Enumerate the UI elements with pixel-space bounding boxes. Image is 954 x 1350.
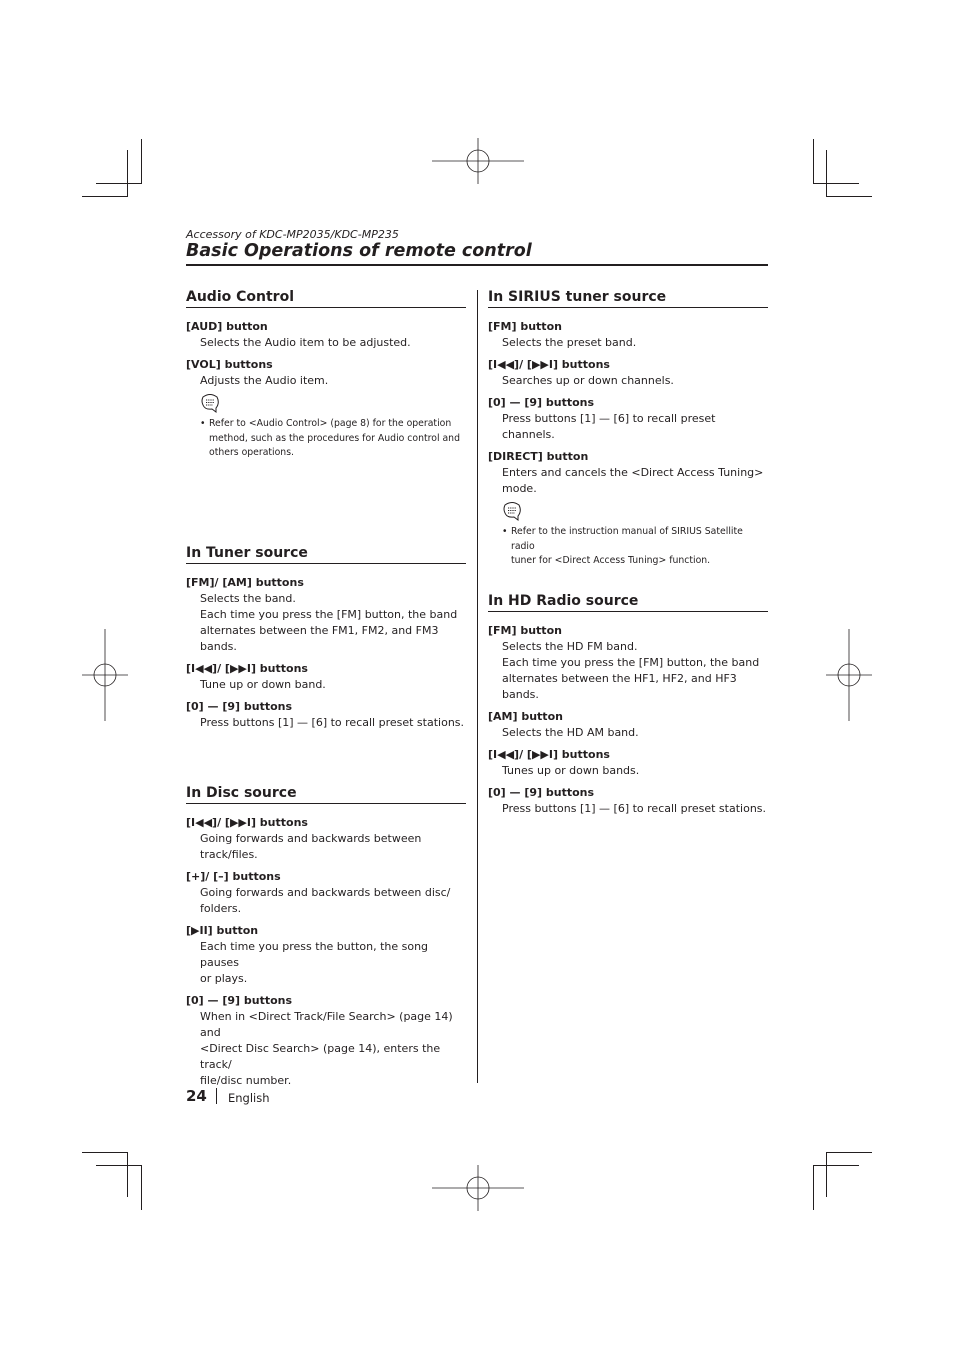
note-text: • Refer to <Audio Control> (page 8) for the operation method, such as the procedures for Audio control and others operations.	[200, 418, 460, 458]
list-item	[186, 923, 466, 987]
list-item	[186, 319, 466, 351]
button-description: When in <Direct Track/File Search> (page 14) and <Direct Disc Search> (page 14), enters the track/ file/disc number.	[200, 1010, 453, 1087]
button-label: [VOL] buttons	[186, 358, 273, 371]
section-title: In Disc source	[186, 784, 466, 804]
button-description: Enters and cancels the <Direct Access Tuning> mode.	[502, 466, 764, 495]
button-description: Searches up or down channels.	[502, 374, 674, 387]
section-hd-radio-source	[488, 592, 768, 823]
page-number: 24	[186, 1087, 207, 1105]
note-icon	[200, 393, 220, 413]
crop-mark-icon	[826, 1152, 872, 1153]
section-title: In Tuner source	[186, 544, 466, 564]
section-tuner-source	[186, 544, 466, 737]
crop-mark-icon	[141, 139, 142, 184]
list-item	[186, 869, 466, 917]
list-item	[488, 785, 768, 817]
button-label: [I◀◀]/ [▶▶I] buttons	[488, 748, 610, 761]
button-label: [0] — [9] buttons	[488, 396, 595, 409]
crop-mark-icon	[813, 1165, 859, 1166]
crop-mark-icon	[127, 1152, 128, 1197]
list-item	[488, 709, 768, 741]
crop-mark-icon	[82, 196, 128, 197]
footer-language: English	[228, 1091, 270, 1105]
button-label: [I◀◀]/ [▶▶I] buttons	[488, 358, 610, 371]
button-label: [▶II] button	[186, 924, 259, 937]
button-label: [0] — [9] buttons	[186, 994, 293, 1007]
button-description: Selects the band. Each time you press the [FM] button, the band alternates between the FM1, FM2, and FM3 bands.	[200, 592, 458, 653]
button-label: [+]/ [–] buttons	[186, 870, 281, 883]
button-description: Selects the Audio item to be adjusted.	[200, 336, 411, 349]
button-label: [FM]/ [AM] buttons	[186, 576, 304, 589]
header-rule	[186, 264, 768, 266]
page-title: Basic Operations of remote control	[186, 241, 532, 261]
list-item	[186, 575, 466, 655]
button-label: [I◀◀]/ [▶▶I] buttons	[186, 816, 308, 829]
button-description: Selects the preset band.	[502, 336, 637, 349]
registration-mark-icon	[432, 138, 524, 184]
button-description: Tune up or down band.	[200, 678, 326, 691]
crop-mark-icon	[813, 139, 814, 184]
section-disc-source	[186, 784, 466, 1095]
crop-mark-icon	[826, 150, 827, 197]
list-item	[186, 815, 466, 863]
registration-mark-icon	[82, 629, 128, 721]
button-description: Press buttons [1] — [6] to recall preset stations.	[502, 802, 767, 815]
accessory-subtitle: Accessory of KDC-MP2035/KDC-MP235	[186, 228, 399, 241]
footer-separator	[216, 1088, 217, 1104]
crop-mark-icon	[826, 196, 872, 197]
button-description: Press buttons [1] — [6] to recall preset channels.	[502, 412, 716, 441]
button-description: Press buttons [1] — [6] to recall preset stations.	[200, 716, 465, 729]
button-label: [FM] button	[488, 624, 562, 637]
button-description: Each time you press the button, the song pauses or plays.	[200, 940, 429, 985]
button-label: [0] — [9] buttons	[186, 700, 293, 713]
list-item	[488, 449, 768, 497]
button-label: [I◀◀]/ [▶▶I] buttons	[186, 662, 308, 675]
button-description: Tunes up or down bands.	[502, 764, 640, 777]
button-description: Adjusts the Audio item.	[200, 374, 329, 387]
section-title: In SIRIUS tuner source	[488, 288, 768, 308]
list-item	[488, 357, 768, 389]
list-item	[488, 395, 768, 443]
list-item	[186, 357, 466, 389]
button-description: Going forwards and backwards between track/files.	[200, 832, 422, 861]
button-label: [AUD] button	[186, 320, 268, 333]
section-sirius-source	[488, 288, 768, 569]
list-item	[186, 993, 466, 1089]
button-description: Selects the HD AM band.	[502, 726, 639, 739]
list-item	[488, 623, 768, 703]
button-label: [0] — [9] buttons	[488, 786, 595, 799]
crop-mark-icon	[813, 183, 859, 184]
list-item	[488, 747, 768, 779]
list-item	[186, 661, 466, 693]
button-label: [DIRECT] button	[488, 450, 589, 463]
section-title: In HD Radio source	[488, 592, 768, 612]
button-label: [FM] button	[488, 320, 562, 333]
note-icon	[502, 501, 522, 521]
button-description: Selects the HD FM band. Each time you press the [FM] button, the band alternates between the HF1, HF2, and HF3 bands.	[502, 640, 760, 701]
button-label: [AM] button	[488, 710, 563, 723]
registration-mark-icon	[432, 1165, 524, 1211]
section-audio-control	[186, 288, 466, 461]
crop-mark-icon	[127, 150, 128, 197]
crop-mark-icon	[96, 1165, 142, 1166]
list-item	[186, 699, 466, 731]
column-divider	[477, 290, 478, 1083]
crop-mark-icon	[141, 1165, 142, 1210]
crop-mark-icon	[813, 1165, 814, 1210]
button-description: Going forwards and backwards between disc/ folders.	[200, 886, 451, 915]
crop-mark-icon	[826, 1152, 827, 1197]
list-item	[488, 319, 768, 351]
note-text: • Refer to the instruction manual of SIRIUS Satellite radio tuner for <Direct Access Tuning> function.	[502, 526, 743, 566]
crop-mark-icon	[96, 183, 142, 184]
registration-mark-icon	[826, 629, 872, 721]
section-title: Audio Control	[186, 288, 466, 308]
crop-mark-icon	[82, 1152, 128, 1153]
